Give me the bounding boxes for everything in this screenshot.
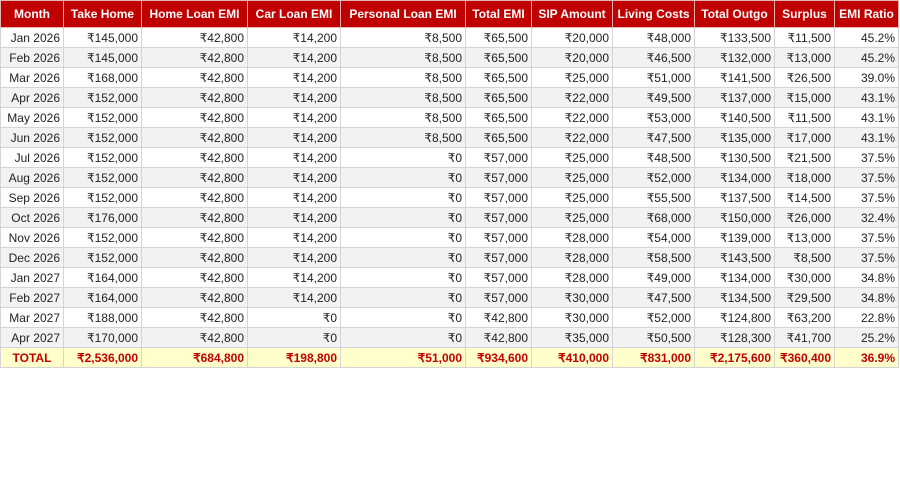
- cell-emi-ratio[interactable]: 37.5%: [835, 188, 899, 208]
- cell-emi-ratio[interactable]: 37.5%: [835, 228, 899, 248]
- cell-car-loan-emi[interactable]: ₹14,200: [248, 68, 341, 88]
- total-emi-ratio[interactable]: 36.9%: [835, 348, 899, 368]
- cell-total-emi[interactable]: ₹57,000: [466, 288, 532, 308]
- cell-total-emi[interactable]: ₹57,000: [466, 268, 532, 288]
- table-row: [1, 188, 899, 208]
- cell-sip-amount[interactable]: ₹20,000: [532, 28, 613, 48]
- cell-home-loan-emi[interactable]: ₹42,800: [142, 28, 248, 48]
- cell-sip-amount[interactable]: ₹25,000: [532, 168, 613, 188]
- cell-home-loan-emi[interactable]: ₹42,800: [142, 248, 248, 268]
- cell-living-costs[interactable]: ₹48,000: [613, 28, 695, 48]
- cell-car-loan-emi[interactable]: ₹14,200: [248, 288, 341, 308]
- cell-surplus[interactable]: ₹11,500: [775, 28, 835, 48]
- cell-surplus[interactable]: ₹15,000: [775, 88, 835, 108]
- cell-emi-ratio[interactable]: 34.8%: [835, 288, 899, 308]
- cell-take-home[interactable]: ₹164,000: [64, 288, 142, 308]
- cell-personal-loan-emi[interactable]: ₹0: [341, 328, 466, 348]
- total-sip-amount[interactable]: ₹410,000: [532, 348, 613, 368]
- cell-personal-loan-emi[interactable]: ₹0: [341, 148, 466, 168]
- table-row: [1, 328, 899, 348]
- cell-emi-ratio[interactable]: 43.1%: [835, 88, 899, 108]
- cell-living-costs[interactable]: ₹47,500: [613, 128, 695, 148]
- cell-surplus[interactable]: ₹29,500: [775, 288, 835, 308]
- cell-total-outgo[interactable]: ₹135,000: [695, 128, 775, 148]
- cell-personal-loan-emi[interactable]: ₹0: [341, 168, 466, 188]
- cell-car-loan-emi[interactable]: ₹14,200: [248, 208, 341, 228]
- cell-surplus[interactable]: ₹63,200: [775, 308, 835, 328]
- table-row: [1, 48, 899, 68]
- header-sip-amount[interactable]: SIP Amount: [532, 1, 613, 28]
- cell-surplus[interactable]: ₹26,000: [775, 208, 835, 228]
- cell-car-loan-emi[interactable]: ₹0: [248, 328, 341, 348]
- cell-living-costs[interactable]: ₹53,000: [613, 108, 695, 128]
- header-emi-ratio[interactable]: EMI Ratio: [835, 1, 899, 28]
- cell-sip-amount[interactable]: ₹30,000: [532, 288, 613, 308]
- total-home-loan-emi[interactable]: ₹684,800: [142, 348, 248, 368]
- total-take-home[interactable]: ₹2,536,000: [64, 348, 142, 368]
- header-month[interactable]: Month: [1, 1, 64, 28]
- cell-home-loan-emi[interactable]: ₹42,800: [142, 168, 248, 188]
- cell-total-outgo[interactable]: ₹140,500: [695, 108, 775, 128]
- cell-total-outgo[interactable]: ₹132,000: [695, 48, 775, 68]
- header-living-costs[interactable]: Living Costs: [613, 1, 695, 28]
- cell-month[interactable]: Apr 2026: [1, 88, 64, 108]
- cell-sip-amount[interactable]: ₹28,000: [532, 228, 613, 248]
- total-total-outgo[interactable]: ₹2,175,600: [695, 348, 775, 368]
- cell-surplus[interactable]: ₹30,000: [775, 268, 835, 288]
- header-take-home[interactable]: Take Home: [64, 1, 142, 28]
- cell-total-outgo[interactable]: ₹128,300: [695, 328, 775, 348]
- cell-sip-amount[interactable]: ₹22,000: [532, 128, 613, 148]
- cell-month[interactable]: May 2026: [1, 108, 64, 128]
- cell-total-emi[interactable]: ₹65,500: [466, 108, 532, 128]
- cell-month[interactable]: Mar 2027: [1, 308, 64, 328]
- cell-total-emi[interactable]: ₹65,500: [466, 88, 532, 108]
- table-row: [1, 308, 899, 328]
- cell-personal-loan-emi[interactable]: ₹8,500: [341, 128, 466, 148]
- cell-emi-ratio[interactable]: 32.4%: [835, 208, 899, 228]
- cell-total-emi[interactable]: ₹65,500: [466, 48, 532, 68]
- cell-personal-loan-emi[interactable]: ₹0: [341, 288, 466, 308]
- cell-surplus[interactable]: ₹21,500: [775, 148, 835, 168]
- cell-personal-loan-emi[interactable]: ₹0: [341, 228, 466, 248]
- cell-total-outgo[interactable]: ₹139,000: [695, 228, 775, 248]
- cell-total-emi[interactable]: ₹57,000: [466, 228, 532, 248]
- total-personal-loan-emi[interactable]: ₹51,000: [341, 348, 466, 368]
- cell-take-home[interactable]: ₹145,000: [64, 28, 142, 48]
- cell-car-loan-emi[interactable]: ₹14,200: [248, 188, 341, 208]
- cell-sip-amount[interactable]: ₹35,000: [532, 328, 613, 348]
- cell-living-costs[interactable]: ₹55,500: [613, 188, 695, 208]
- cell-sip-amount[interactable]: ₹25,000: [532, 68, 613, 88]
- cell-sip-amount[interactable]: ₹25,000: [532, 208, 613, 228]
- cell-home-loan-emi[interactable]: ₹42,800: [142, 268, 248, 288]
- header-personal-loan-emi[interactable]: Personal Loan EMI: [341, 1, 466, 28]
- cell-car-loan-emi[interactable]: ₹14,200: [248, 248, 341, 268]
- cell-living-costs[interactable]: ₹52,000: [613, 308, 695, 328]
- cell-total-emi[interactable]: ₹57,000: [466, 188, 532, 208]
- cell-total-outgo[interactable]: ₹133,500: [695, 28, 775, 48]
- cell-car-loan-emi[interactable]: ₹14,200: [248, 228, 341, 248]
- cell-take-home[interactable]: ₹152,000: [64, 128, 142, 148]
- cell-home-loan-emi[interactable]: ₹42,800: [142, 108, 248, 128]
- cell-take-home[interactable]: ₹170,000: [64, 328, 142, 348]
- cell-personal-loan-emi[interactable]: ₹8,500: [341, 48, 466, 68]
- cell-personal-loan-emi[interactable]: ₹8,500: [341, 68, 466, 88]
- cell-emi-ratio[interactable]: 22.8%: [835, 308, 899, 328]
- cell-emi-ratio[interactable]: 45.2%: [835, 48, 899, 68]
- cell-month[interactable]: Jan 2026: [1, 28, 64, 48]
- cell-month[interactable]: Apr 2027: [1, 328, 64, 348]
- cell-living-costs[interactable]: ₹68,000: [613, 208, 695, 228]
- cell-surplus[interactable]: ₹18,000: [775, 168, 835, 188]
- cell-home-loan-emi[interactable]: ₹42,800: [142, 328, 248, 348]
- cell-personal-loan-emi[interactable]: ₹8,500: [341, 108, 466, 128]
- cell-personal-loan-emi[interactable]: ₹0: [341, 308, 466, 328]
- cell-personal-loan-emi[interactable]: ₹0: [341, 208, 466, 228]
- cell-sip-amount[interactable]: ₹25,000: [532, 148, 613, 168]
- cell-surplus[interactable]: ₹41,700: [775, 328, 835, 348]
- cell-take-home[interactable]: ₹152,000: [64, 88, 142, 108]
- cell-surplus[interactable]: ₹11,500: [775, 108, 835, 128]
- cell-total-emi[interactable]: ₹65,500: [466, 128, 532, 148]
- header-total-emi[interactable]: Total EMI: [466, 1, 532, 28]
- cell-home-loan-emi[interactable]: ₹42,800: [142, 208, 248, 228]
- cell-total-outgo[interactable]: ₹134,000: [695, 268, 775, 288]
- header-row: [1, 1, 899, 28]
- cell-home-loan-emi[interactable]: ₹42,800: [142, 68, 248, 88]
- cell-sip-amount[interactable]: ₹22,000: [532, 108, 613, 128]
- cell-emi-ratio[interactable]: 37.5%: [835, 248, 899, 268]
- cell-sip-amount[interactable]: ₹30,000: [532, 308, 613, 328]
- table-row: [1, 268, 899, 288]
- header-car-loan-emi[interactable]: Car Loan EMI: [248, 1, 341, 28]
- cell-living-costs[interactable]: ₹52,000: [613, 168, 695, 188]
- cell-sip-amount[interactable]: ₹22,000: [532, 88, 613, 108]
- cell-sip-amount[interactable]: ₹28,000: [532, 268, 613, 288]
- table-row: [1, 248, 899, 268]
- table-row: [1, 88, 899, 108]
- cell-total-emi[interactable]: ₹42,800: [466, 308, 532, 328]
- cell-month[interactable]: Feb 2026: [1, 48, 64, 68]
- total-living-costs[interactable]: ₹831,000: [613, 348, 695, 368]
- cell-sip-amount[interactable]: ₹25,000: [532, 188, 613, 208]
- total-total-emi[interactable]: ₹934,600: [466, 348, 532, 368]
- cell-car-loan-emi[interactable]: ₹14,200: [248, 268, 341, 288]
- cell-sip-amount[interactable]: ₹20,000: [532, 48, 613, 68]
- cell-personal-loan-emi[interactable]: ₹0: [341, 188, 466, 208]
- cell-take-home[interactable]: ₹152,000: [64, 148, 142, 168]
- header-surplus[interactable]: Surplus: [775, 1, 835, 28]
- cell-take-home[interactable]: ₹176,000: [64, 208, 142, 228]
- cell-month[interactable]: Jul 2026: [1, 148, 64, 168]
- cell-living-costs[interactable]: ₹48,500: [613, 148, 695, 168]
- cell-take-home[interactable]: ₹152,000: [64, 168, 142, 188]
- cell-emi-ratio[interactable]: 43.1%: [835, 108, 899, 128]
- cell-personal-loan-emi[interactable]: ₹8,500: [341, 28, 466, 48]
- cell-month[interactable]: Jan 2027: [1, 268, 64, 288]
- cell-month[interactable]: Dec 2026: [1, 248, 64, 268]
- cell-total-emi[interactable]: ₹57,000: [466, 168, 532, 188]
- cell-total-emi[interactable]: ₹65,500: [466, 68, 532, 88]
- cell-take-home[interactable]: ₹152,000: [64, 188, 142, 208]
- cell-sip-amount[interactable]: ₹28,000: [532, 248, 613, 268]
- table-row: [1, 108, 899, 128]
- table-row: [1, 128, 899, 148]
- cell-home-loan-emi[interactable]: ₹42,800: [142, 288, 248, 308]
- cell-home-loan-emi[interactable]: ₹42,800: [142, 228, 248, 248]
- cell-living-costs[interactable]: ₹51,000: [613, 68, 695, 88]
- cell-living-costs[interactable]: ₹49,000: [613, 268, 695, 288]
- cell-emi-ratio[interactable]: 25.2%: [835, 328, 899, 348]
- cell-surplus[interactable]: ₹8,500: [775, 248, 835, 268]
- cell-emi-ratio[interactable]: 37.5%: [835, 168, 899, 188]
- cell-car-loan-emi[interactable]: ₹14,200: [248, 168, 341, 188]
- cell-month[interactable]: Feb 2027: [1, 288, 64, 308]
- cell-surplus[interactable]: ₹26,500: [775, 68, 835, 88]
- cell-personal-loan-emi[interactable]: ₹0: [341, 248, 466, 268]
- cell-total-outgo[interactable]: ₹134,500: [695, 288, 775, 308]
- cell-take-home[interactable]: ₹152,000: [64, 248, 142, 268]
- cell-total-outgo[interactable]: ₹137,000: [695, 88, 775, 108]
- cell-living-costs[interactable]: ₹58,500: [613, 248, 695, 268]
- header-home-loan-emi[interactable]: Home Loan EMI: [142, 1, 248, 28]
- cell-living-costs[interactable]: ₹47,500: [613, 288, 695, 308]
- cell-surplus[interactable]: ₹13,000: [775, 228, 835, 248]
- cell-surplus[interactable]: ₹17,000: [775, 128, 835, 148]
- cell-take-home[interactable]: ₹188,000: [64, 308, 142, 328]
- cell-living-costs[interactable]: ₹49,500: [613, 88, 695, 108]
- cell-home-loan-emi[interactable]: ₹42,800: [142, 148, 248, 168]
- cell-total-outgo[interactable]: ₹141,500: [695, 68, 775, 88]
- table-row: [1, 28, 899, 48]
- cell-take-home[interactable]: ₹168,000: [64, 68, 142, 88]
- cell-car-loan-emi[interactable]: ₹14,200: [248, 148, 341, 168]
- cell-total-outgo[interactable]: ₹137,500: [695, 188, 775, 208]
- cell-emi-ratio[interactable]: 45.2%: [835, 28, 899, 48]
- total-surplus[interactable]: ₹360,400: [775, 348, 835, 368]
- cell-total-outgo[interactable]: ₹124,800: [695, 308, 775, 328]
- cell-take-home[interactable]: ₹164,000: [64, 268, 142, 288]
- cell-surplus[interactable]: ₹14,500: [775, 188, 835, 208]
- cell-month[interactable]: Jun 2026: [1, 128, 64, 148]
- cell-car-loan-emi[interactable]: ₹14,200: [248, 28, 341, 48]
- cell-surplus[interactable]: ₹13,000: [775, 48, 835, 68]
- cell-month[interactable]: Oct 2026: [1, 208, 64, 228]
- table-row: [1, 288, 899, 308]
- cell-month[interactable]: Aug 2026: [1, 168, 64, 188]
- cell-home-loan-emi[interactable]: ₹42,800: [142, 88, 248, 108]
- cell-total-emi[interactable]: ₹57,000: [466, 208, 532, 228]
- cell-take-home[interactable]: ₹152,000: [64, 108, 142, 128]
- cell-living-costs[interactable]: ₹54,000: [613, 228, 695, 248]
- cell-take-home[interactable]: ₹145,000: [64, 48, 142, 68]
- cell-take-home[interactable]: ₹152,000: [64, 228, 142, 248]
- cell-total-outgo[interactable]: ₹143,500: [695, 248, 775, 268]
- cell-total-outgo[interactable]: ₹134,000: [695, 168, 775, 188]
- cell-car-loan-emi[interactable]: ₹14,200: [248, 48, 341, 68]
- table-row: [1, 208, 899, 228]
- cell-total-outgo[interactable]: ₹130,500: [695, 148, 775, 168]
- cell-month[interactable]: Mar 2026: [1, 68, 64, 88]
- cell-car-loan-emi[interactable]: ₹0: [248, 308, 341, 328]
- cell-home-loan-emi[interactable]: ₹42,800: [142, 308, 248, 328]
- cell-month[interactable]: Nov 2026: [1, 228, 64, 248]
- table-row: [1, 228, 899, 248]
- cell-emi-ratio[interactable]: 39.0%: [835, 68, 899, 88]
- cell-personal-loan-emi[interactable]: ₹8,500: [341, 88, 466, 108]
- cell-car-loan-emi[interactable]: ₹14,200: [248, 88, 341, 108]
- cell-personal-loan-emi[interactable]: ₹0: [341, 268, 466, 288]
- cell-emi-ratio[interactable]: 37.5%: [835, 148, 899, 168]
- cell-total-emi[interactable]: ₹57,000: [466, 248, 532, 268]
- total-car-loan-emi[interactable]: ₹198,800: [248, 348, 341, 368]
- cell-month[interactable]: Sep 2026: [1, 188, 64, 208]
- cell-home-loan-emi[interactable]: ₹42,800: [142, 188, 248, 208]
- table-row: [1, 68, 899, 88]
- cell-emi-ratio[interactable]: 34.8%: [835, 268, 899, 288]
- cell-living-costs[interactable]: ₹46,500: [613, 48, 695, 68]
- total-row: [1, 348, 899, 368]
- cell-total-emi[interactable]: ₹57,000: [466, 148, 532, 168]
- cell-car-loan-emi[interactable]: ₹14,200: [248, 108, 341, 128]
- cell-car-loan-emi[interactable]: ₹14,200: [248, 128, 341, 148]
- header-total-outgo[interactable]: Total Outgo: [695, 1, 775, 28]
- total-month[interactable]: TOTAL: [1, 348, 64, 368]
- cell-living-costs[interactable]: ₹50,500: [613, 328, 695, 348]
- cell-home-loan-emi[interactable]: ₹42,800: [142, 48, 248, 68]
- cell-total-emi[interactable]: ₹42,800: [466, 328, 532, 348]
- cell-total-emi[interactable]: ₹65,500: [466, 28, 532, 48]
- table-row: [1, 168, 899, 188]
- cell-emi-ratio[interactable]: 43.1%: [835, 128, 899, 148]
- table-row: [1, 148, 899, 168]
- cell-home-loan-emi[interactable]: ₹42,800: [142, 128, 248, 148]
- cell-total-outgo[interactable]: ₹150,000: [695, 208, 775, 228]
- table-body: [1, 28, 899, 368]
